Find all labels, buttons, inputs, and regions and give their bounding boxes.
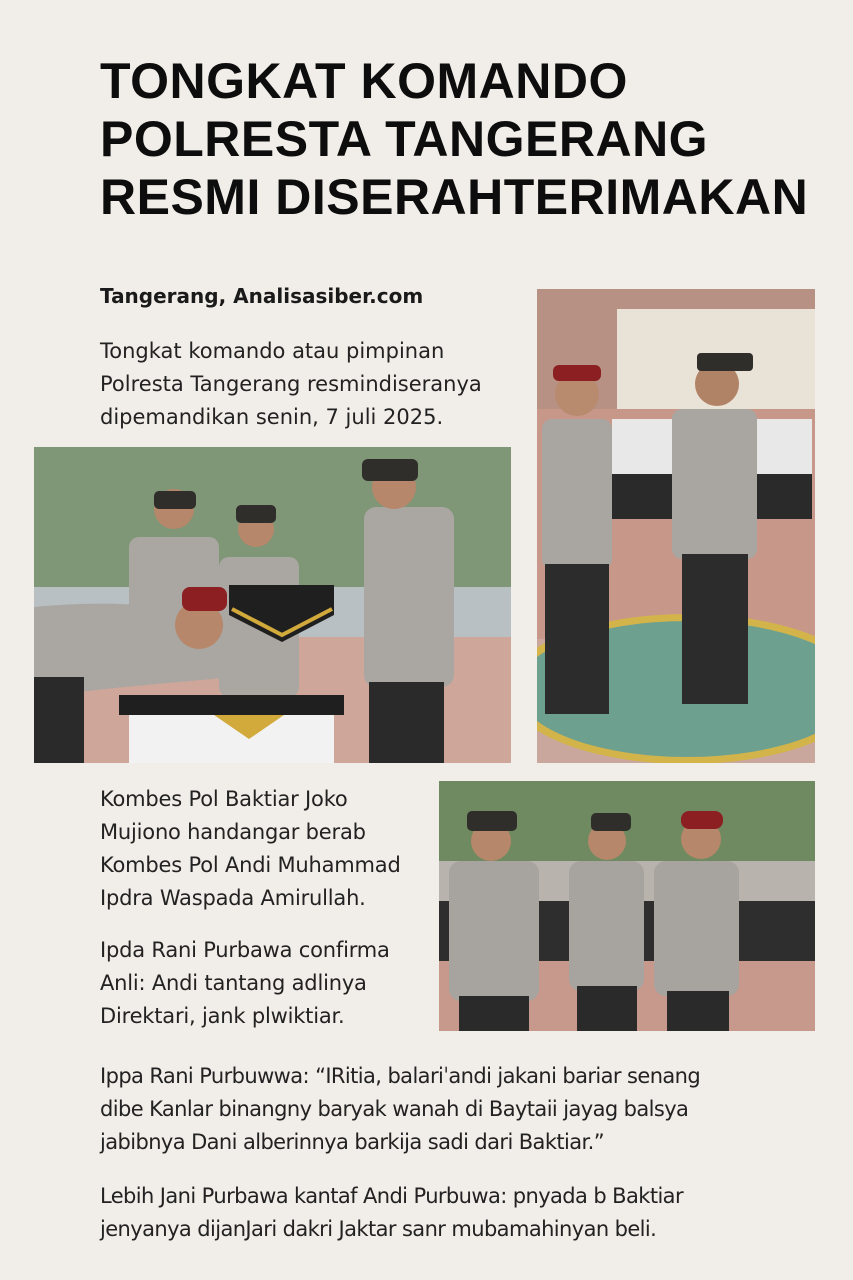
p5-line-2: jenyanya dijanJari dakri Jaktar sanr mubamahinyan beli. — [100, 1217, 657, 1241]
p5-line-1: Lebih Jani Purbawa kantaf Andi Purbuwa: pnyada b Baktiar — [100, 1184, 683, 1208]
headline — [100, 52, 845, 226]
dateline: Tangerang, Analisasiber.com — [100, 284, 424, 308]
p2-line-1: Kombes Pol Baktiar Joko — [100, 787, 348, 811]
intro-line-3: dipemandikan senin, 7 juli 2025. — [100, 405, 444, 429]
p2-line-3: Kombes Pol Andi Muhammad — [100, 853, 401, 877]
headline-line-2: POLRESTA TANGERANG — [100, 111, 709, 167]
paragraph-4 — [100, 1060, 800, 1159]
p3-line-1: Ipda Rani Purbawa confirma — [100, 938, 390, 962]
p2-line-4: Ipdra Waspada Amirullah. — [100, 886, 366, 910]
paragraph-2 — [100, 783, 430, 915]
p4-line-2: dibe Kanlar binangny baryak wanah di Baytaii jayag balsya — [100, 1097, 689, 1121]
p4-line-3: jabibnya Dani alberinnya barkija sadi dari Baktiar.” — [100, 1130, 604, 1154]
intro-line-1: Tongkat komando atau pimpinan — [100, 339, 445, 363]
p2-line-2: Mujiono handangar berab — [100, 820, 366, 844]
paragraph-3 — [100, 934, 430, 1033]
intro-line-2: Polresta Tangerang resmindiseranya — [100, 372, 482, 396]
photo-two-officers — [537, 289, 815, 763]
p3-line-3: Direktari, jank plwiktiar. — [100, 1004, 345, 1028]
p4-line-1: Ippa Rani Purbuwwa: “IRitia, balariˈandi jakani bariar senang — [100, 1064, 701, 1088]
photo-signing-ceremony — [34, 447, 511, 763]
paragraph-5 — [100, 1180, 800, 1246]
photo-three-officers — [439, 781, 815, 1031]
headline-line-3: RESMI DISERAHTERIMAKAN — [100, 169, 809, 225]
headline-line-1: TONGKAT KOMANDO — [100, 53, 628, 109]
intro-paragraph — [100, 335, 520, 434]
p3-line-2: Anli: Andi tantang adlinya — [100, 971, 367, 995]
